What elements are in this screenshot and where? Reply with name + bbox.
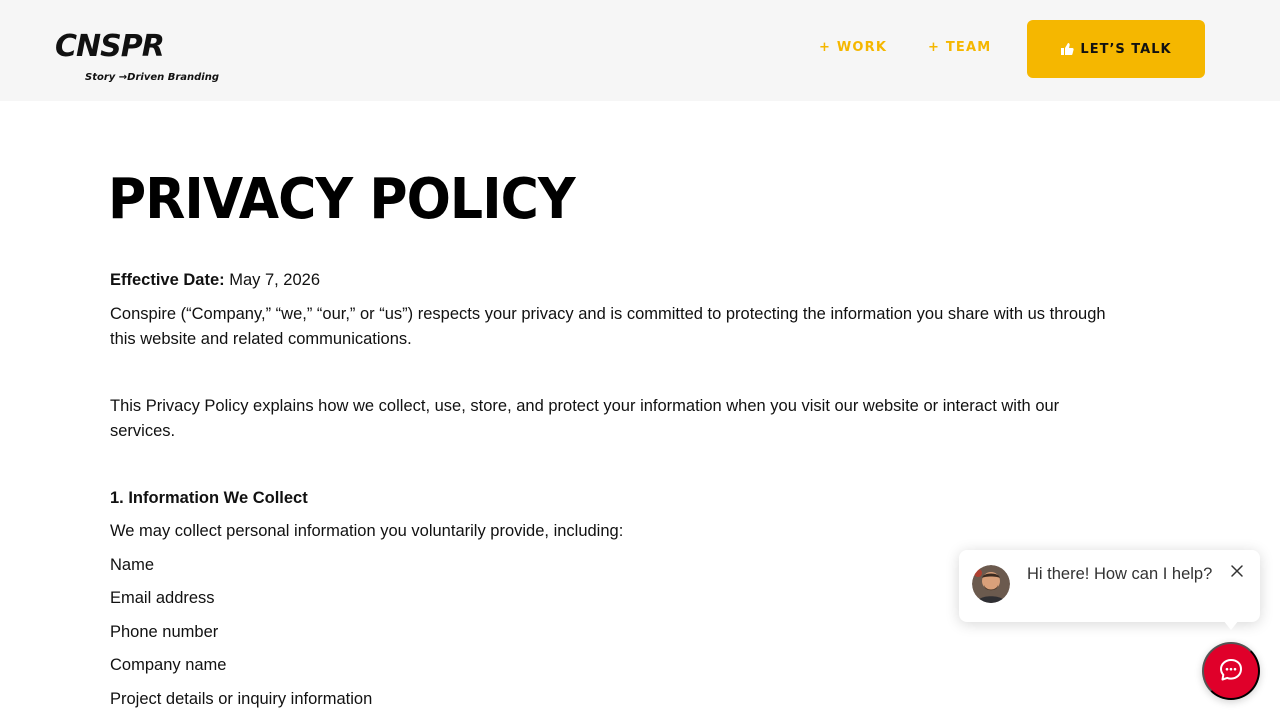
logo-tagline: Story →Driven Branding xyxy=(85,72,220,83)
chat-bubble-icon xyxy=(1218,657,1244,686)
section-lead: We may collect personal information you voluntarily provide, including: xyxy=(110,522,624,540)
agent-avatar xyxy=(972,565,1010,603)
chat-greeting-bubble[interactable] xyxy=(959,550,1260,622)
list-item: Project details or inquiry information xyxy=(110,689,373,708)
nav-work-link[interactable]: + WORK xyxy=(819,40,888,55)
chat-greeting-text: Hi there! How can I help? xyxy=(1027,565,1213,583)
intro-paragraph: Conspire (“Company,” “we,” “our,” or “us”) respects your privacy and is committed to protecting the information you share with us through this website and related communications. xyxy=(110,304,1106,348)
explain-paragraph: This Privacy Policy explains how we collect, use, store, and protect your information when you visit our website or interact with our services. xyxy=(110,396,1060,440)
close-icon[interactable] xyxy=(1230,564,1244,578)
lets-talk-button[interactable] xyxy=(1027,20,1205,78)
list-item: Name xyxy=(110,555,155,574)
effective-date-value: May 7, 2026 xyxy=(224,271,321,289)
nav-team-link[interactable]: + TEAM xyxy=(928,40,992,55)
site-header xyxy=(0,0,1280,101)
effective-date-label: Effective Date: xyxy=(110,271,225,289)
logo[interactable] xyxy=(55,29,220,90)
page-title: PRIVACY POLICY xyxy=(108,167,575,232)
list-item: Phone number xyxy=(110,622,219,641)
list-item: Email address xyxy=(110,589,215,607)
logo-wordmark: CNSPR xyxy=(55,29,164,64)
list-item: Company name xyxy=(110,656,227,674)
lets-talk-label: LET’S TALK xyxy=(1080,41,1172,57)
effective-date xyxy=(110,268,1120,294)
section-heading: 1. Information We Collect xyxy=(110,488,308,507)
chat-launcher-button[interactable] xyxy=(1202,642,1260,700)
thumbs-up-icon xyxy=(1060,42,1074,56)
policy-content xyxy=(110,268,1120,720)
